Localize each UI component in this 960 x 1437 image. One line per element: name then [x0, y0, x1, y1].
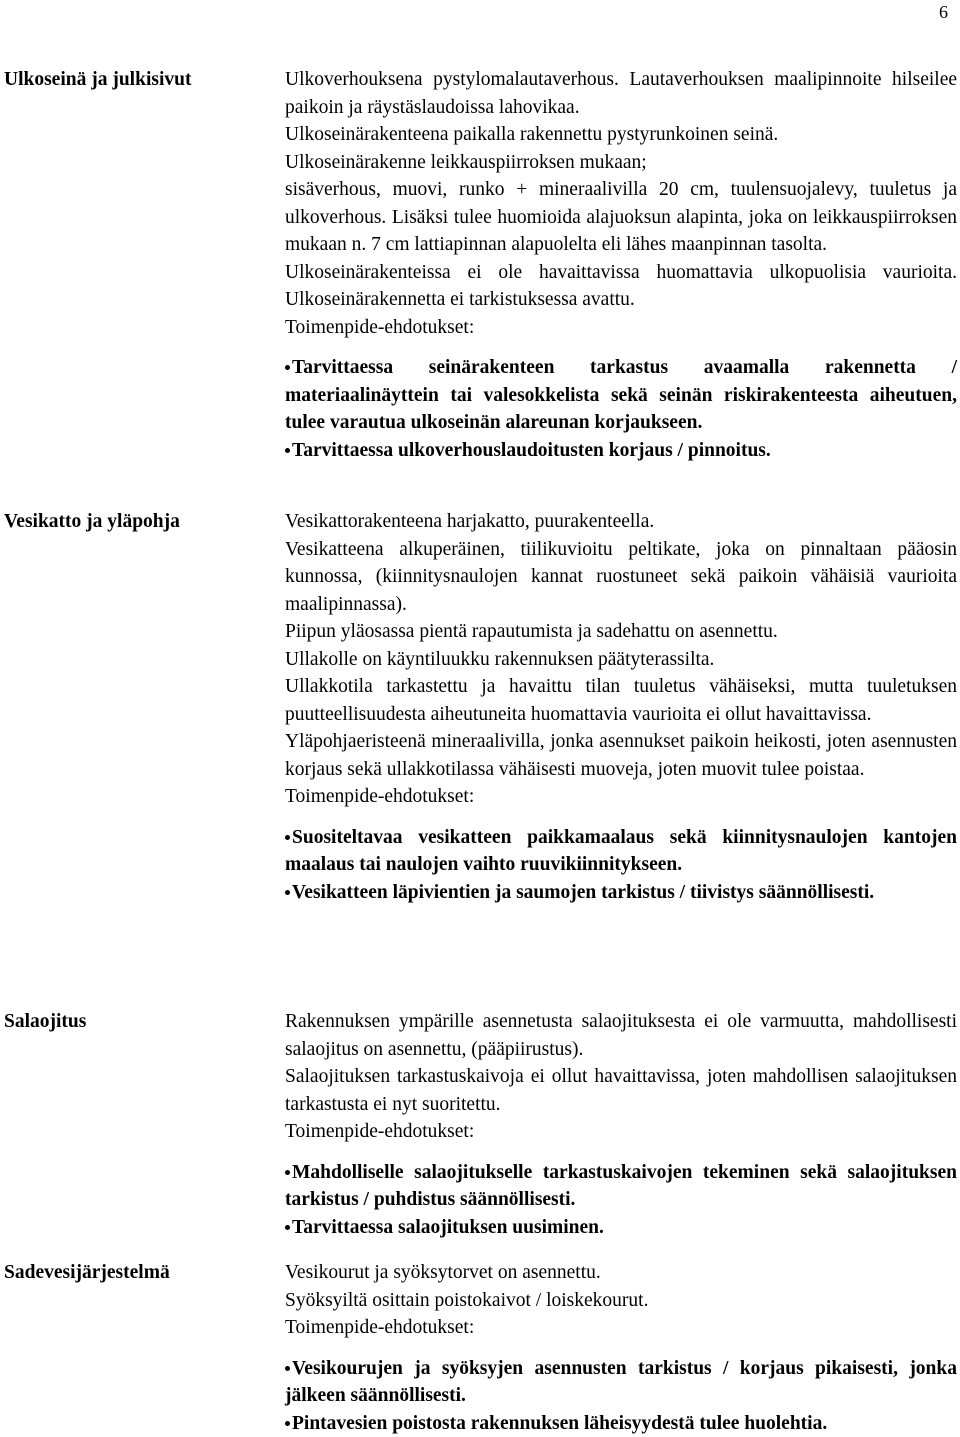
action-text: Tarvittaessa ulkoverhouslaudoitusten korjaus / pinnoitus. — [292, 440, 771, 461]
paragraph: Ulkoseinärakenteissa ei ole havaittavissa huomattavia ulkopuolisia vaurioita. Ulkoseinärakennetta ei tarkistuksessa avattu. — [285, 259, 957, 314]
actions-label: Toimenpide-ehdotukset: — [285, 1314, 957, 1342]
paragraph: Piipun yläosassa pientä rapautumista ja sadehattu on asennettu. — [285, 618, 957, 646]
paragraph: Ulkoverhouksena pystylomalautaverhous. Lautaverhouksen maalipinnoite hilseilee paikoin ja räystäslaudoissa lahovikaa. — [285, 66, 957, 121]
section-body — [285, 1008, 957, 1241]
paragraph: Vesikattorakenteena harjakatto, puurakenteella. — [285, 508, 957, 536]
bullet-icon — [285, 365, 290, 370]
paragraph: Rakennuksen ympärille asennetusta salaojituksesta ei ole varmuutta, mahdollisesti salaojitus on asennettu, (pääpiirustus). — [285, 1008, 957, 1063]
action-item — [285, 879, 957, 907]
paragraph: Vesikatteena alkuperäinen, tiilikuvioitu peltikate, joka on pinnaltaan pääosin kunnossa, (kiinnitysnaulojen kannat ruostuneet sekä paikoin vähäisiä vaurioita maalipinnassa). — [285, 536, 957, 619]
action-text: Tarvittaessa salaojituksen uusiminen. — [292, 1217, 604, 1238]
paragraph: Yläpohjaeristeenä mineraalivilla, jonka asennukset paikoin heikosti, joten asennusten korjaus sekä ullakkotilassa vähäisesti muoveja, joten muovit tulee poistaa. — [285, 728, 957, 783]
actions-label: Toimenpide-ehdotukset: — [285, 783, 957, 811]
bullet-icon — [285, 448, 290, 453]
paragraph: Ulkoseinärakenteena paikalla rakennettu pystyrunkoinen seinä. — [285, 121, 957, 149]
page-number: 6 — [939, 0, 948, 24]
section-heading: Ulkoseinä ja julkisivut — [4, 66, 274, 94]
paragraph: Ullakolle on käyntiluukku rakennuksen päätyterassilta. — [285, 646, 957, 674]
bullet-icon — [285, 1170, 290, 1175]
action-item — [285, 1214, 957, 1242]
action-text: Vesikatteen läpivientien ja saumojen tarkistus / tiivistys säännöllisesti. — [292, 882, 874, 903]
action-item — [285, 437, 957, 465]
action-item — [285, 1159, 957, 1214]
action-item — [285, 1355, 957, 1410]
bullet-icon — [285, 835, 290, 840]
paragraph: Vesikourut ja syöksytorvet on asennettu. — [285, 1259, 957, 1287]
section-heading: Vesikatto ja yläpohja — [4, 508, 274, 536]
paragraph: Ullakkotila tarkastettu ja havaittu tilan tuuletus vähäiseksi, mutta tuuletuksen puutteellisuudesta aiheutuneita huomattavia vaurioita ei ollut havaittavissa. — [285, 673, 957, 728]
section-heading: Salaojitus — [4, 1008, 274, 1036]
paragraph: Syöksyiltä osittain poistokaivot / loiskekourut. — [285, 1287, 957, 1315]
action-item — [285, 824, 957, 879]
paragraph: Ulkoseinärakenne leikkauspiirroksen mukaan; — [285, 149, 957, 177]
section-heading: Sadevesijärjestelmä — [4, 1259, 274, 1287]
section-body — [285, 508, 957, 906]
actions-label: Toimenpide-ehdotukset: — [285, 314, 957, 342]
action-text: Vesikourujen ja syöksyjen asennusten tarkistus / korjaus pikaisesti, jonka jälkeen säännöllisesti. — [285, 1358, 957, 1407]
action-text: Tarvittaessa seinärakenteen tarkastus avaamalla rakennetta / materiaalinäyttein tai valesokkelista sekä seinän riskirakenteesta aiheutuen, tulee varautua ulkoseinän alareunan korjaukseen. — [285, 357, 957, 433]
paragraph: Salaojituksen tarkastuskaivoja ei ollut havaittavissa, joten mahdollisen salaojituksen tarkastusta ei nyt suoritettu. — [285, 1063, 957, 1118]
section-body — [285, 1259, 957, 1437]
action-text: Suositeltavaa vesikatteen paikkamaalaus sekä kiinnitysnaulojen kantojen maalaus tai naulojen vaihto ruuvikiinnitykseen. — [285, 827, 957, 876]
paragraph: sisäverhous, muovi, runko + mineraalivilla 20 cm, tuulensuojalevy, tuuletus ja ulkoverhous. Lisäksi tulee huomioida alajuoksun alapinta, joka on leikkauspiirroksen mukaan n. 7 cm lattiapinnan alapuolelta eli lähes maanpinnan tasolta. — [285, 176, 957, 259]
action-item — [285, 354, 957, 437]
actions-label: Toimenpide-ehdotukset: — [285, 1118, 957, 1146]
bullet-icon — [285, 1366, 290, 1371]
bullet-icon — [285, 1225, 290, 1230]
action-text: Mahdolliselle salaojitukselle tarkastuskaivojen tekeminen sekä salaojituksen tarkistus / puhdistus säännöllisesti. — [285, 1162, 957, 1211]
bullet-icon — [285, 890, 290, 895]
action-item — [285, 1410, 957, 1437]
action-text: Pintavesien poistosta rakennuksen läheisyydestä tulee huolehtia. — [292, 1413, 827, 1434]
section-body — [285, 66, 957, 464]
